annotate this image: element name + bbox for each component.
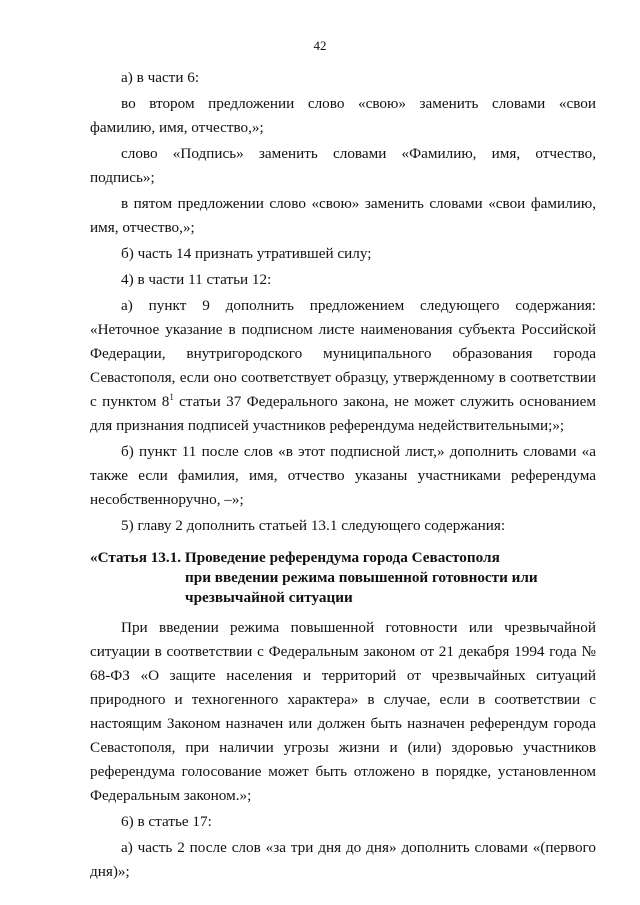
paragraph-second-sentence: во втором предложении слово «свою» заменить словами «свои фамилию, имя, отчество,»; [90,95,596,136]
article-heading-line-2: при введении режима повышенной готовности или [185,569,538,586]
article-heading-line-3: чрезвычайной ситуации [185,589,353,606]
article-heading-line-1: «Статья 13.1. Проведение референдума города Севастополя [90,549,500,566]
paragraph-signature-word: слово «Подпись» заменить словами «Фамилию, имя, отчество, подпись»; [90,145,596,186]
page-number: 42 [313,38,327,53]
paragraph-chapter-2: 5) главу 2 дополнить статьей 13.1 следующего содержания: [121,517,506,534]
paragraph-part-11-article-12: 4) в части 11 статьи 12: [121,271,272,288]
superscript-1: 1 [169,391,174,402]
document-body [90,66,596,884]
paragraph-point-9 [90,294,596,438]
paragraph-point-9-text-a: а) пункт 9 дополнить предложением следующего содержания: «Неточное указание в подписном листе наименования субъекта Российской Федерации, внутригородского муниципального образования города Севастополя, если оно соответствует образцу, утвержденному в соответствии с пунктом 8 [90,297,596,410]
paragraph-article-17: 6) в статье 17: [121,813,212,830]
article-heading [90,548,596,608]
paragraph-part-6: а) в части 6: [121,69,200,86]
paragraph-part-2: а) часть 2 после слов «за три дня до дня» дополнить словами «(первого дня)»; [90,839,596,880]
paragraph-part-14: б) часть 14 признать утратившей силу; [121,245,372,262]
paragraph-point-9-text-b: статьи 37 Федерального закона, не может служить основанием для признания подписей участников референдума недействительными;»; [90,393,596,434]
paragraph-fifth-sentence: в пятом предложении слово «свою» заменить словами «свои фамилию, имя, отчество,»; [90,195,596,236]
paragraph-emergency-regime: При введении режима повышенной готовности или чрезвычайной ситуации в соответствии с Федеральным законом от 21 декабря 1994 года № 68-ФЗ «О защите населения и территорий от чрезвычайных ситуаций природного и техногенного характера» в случае, если в соответствии с настоящим Законом назначен или должен быть назначен референдум города Севастополя, при наличии угрозы жизни и (или) здоровью участников референдума голосование может быть отложено в порядке, установленном Федеральным законом.»; [90,619,596,804]
paragraph-point-11: б) пункт 11 после слов «в этот подписной лист,» дополнить словами «а также если фамилия, имя, отчество указаны участниками референдума несобственноручно, –»; [90,443,596,508]
